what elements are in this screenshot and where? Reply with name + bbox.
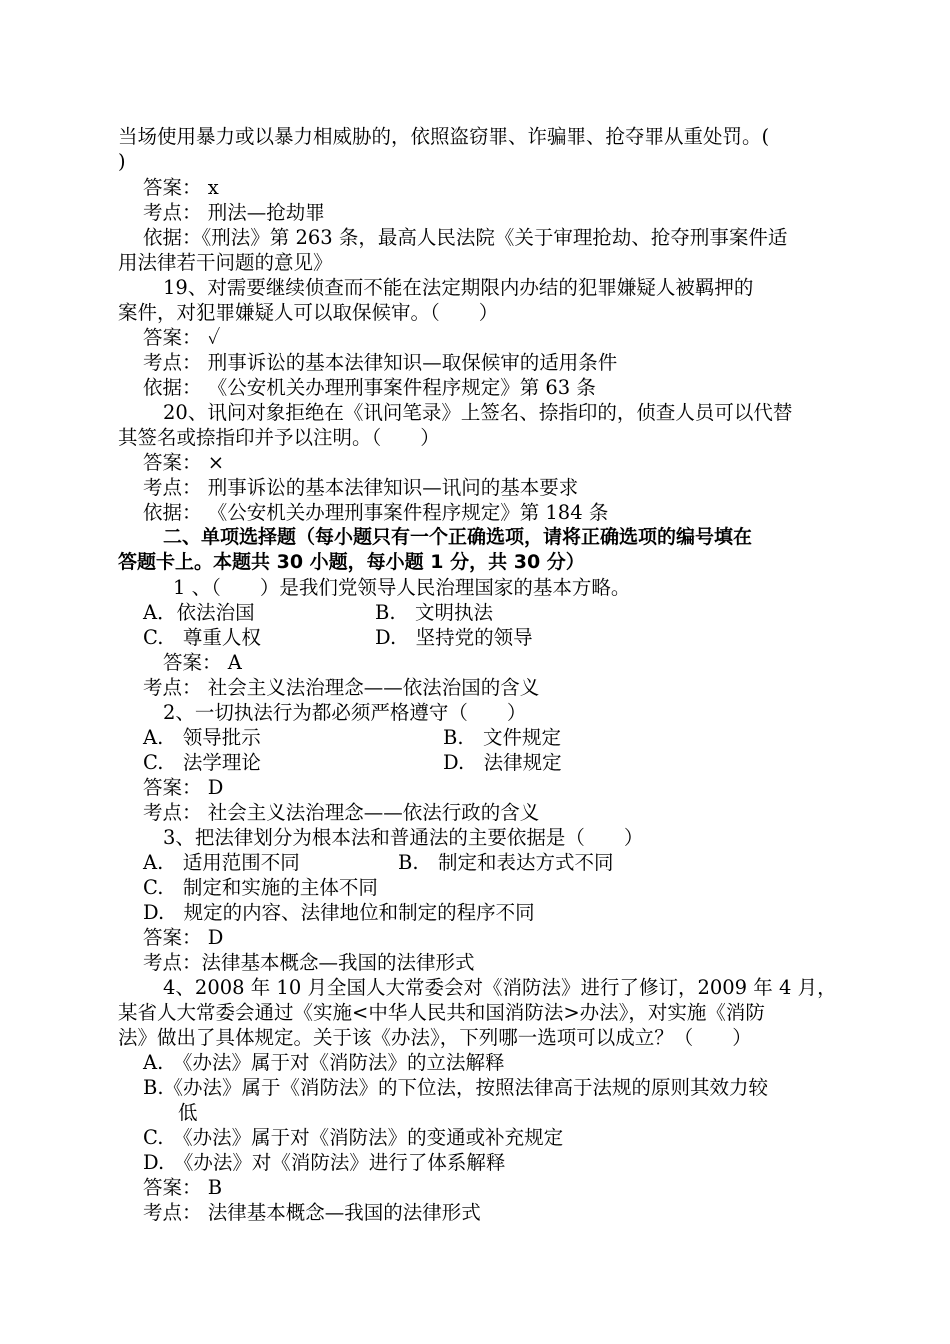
option-b-cont: 低 (178, 1101, 198, 1124)
text-line: 案件，对犯罪嫌疑人可以取保候审。（ ） (118, 301, 499, 324)
text-line: 其签名或捺指印并予以注明。（ ） (118, 426, 440, 449)
answer-line: 答案： B (143, 1176, 223, 1199)
section-heading: 二、单项选择题（每小题只有一个正确选项，请将正确选项的编号填在 (163, 526, 753, 548)
option-b: B.《办法》属于《消防法》的下位法，按照法律高于法规的原则其效力较 (143, 1076, 769, 1099)
answer-line: 答案： A (163, 651, 242, 674)
option-c: C. 制定和实施的主体不同 (143, 876, 378, 899)
option-d: D. 规定的内容、法律地位和制定的程序不同 (143, 901, 535, 924)
text-line: 当场使用暴力或以暴力相威胁的，依照盗窃罪、诈骗罪、抢夺罪从重处罚。( (118, 125, 770, 148)
question-line: 2、一切执法行为都必须严格遵守（ ） (163, 701, 527, 724)
section-heading-cont: 答题卡上。本题共 30 小题，每小题 1 分，共 30 分） (118, 551, 585, 573)
topic-line: 考点： 刑事诉讼的基本法律知识—取保候审的适用条件 (143, 351, 618, 374)
text-line: 法》做出了具体规定。关于该《办法》，下列哪一选项可以成立？（ ） (118, 1026, 752, 1049)
topic-line: 考点： 刑事诉讼的基本法律知识—讯问的基本要求 (143, 476, 579, 499)
option-b: B. 制定和表达方式不同 (398, 851, 614, 874)
option-c: C. 尊重人权 (143, 626, 261, 649)
topic-line: 考点： 法律基本概念—我国的法律形式 (143, 1201, 481, 1224)
topic-line: 考点： 社会主义法治理念——依法治国的含义 (143, 676, 540, 699)
basis-line: 依据： 《公安机关办理刑事案件程序规定》第 63 条 (143, 376, 596, 399)
topic-line: 考点： 社会主义法治理念——依法行政的含义 (143, 801, 540, 824)
text-line: 某省人大常委会通过《实施<中华人民共和国消防法>办法》，对实施《消防 (118, 1001, 765, 1024)
text-line: ) (118, 150, 126, 173)
answer-line: 答案： D (143, 776, 224, 799)
option-c: C. 《办法》属于对《消防法》的变通或补充规定 (143, 1126, 564, 1149)
question-line: 19、对需要继续侦查而不能在法定期限内办结的犯罪嫌疑人被羁押的 (163, 276, 754, 299)
option-b: B. 文件规定 (443, 726, 562, 749)
basis-line: 依据：《刑法》第 263 条，最高人民法院《关于审理抢劫、抢夺刑事案件适 (143, 226, 788, 249)
option-b: B. 文明执法 (375, 601, 494, 624)
option-a: A. 领导批示 (143, 726, 261, 749)
option-a: A．依法治国 (143, 601, 255, 624)
question-line: 4、2008 年 10 月全国人大常委会对《消防法》进行了修订，2009 年 4 月， (163, 976, 837, 999)
question-line: 3、把法律划分为根本法和普通法的主要依据是（ ） (163, 826, 644, 849)
option-d: D. 《办法》对《消防法》进行了体系解释 (143, 1151, 506, 1174)
option-a: A. 适用范围不同 (143, 851, 300, 874)
answer-line: 答案： D (143, 926, 224, 949)
basis-line: 依据： 《公安机关办理刑事案件程序规定》第 184 条 (143, 501, 609, 524)
answer-line: 答案： x (143, 176, 219, 199)
topic-line: 考点：法律基本概念—我国的法律形式 (143, 951, 475, 974)
text-line: 用法律若干问题的意见》 (118, 251, 333, 274)
topic-line: 考点： 刑法—抢劫罪 (143, 201, 325, 224)
option-a: A. 《办法》属于对《消防法》的立法解释 (143, 1051, 505, 1074)
answer-line: 答案： ✓ (143, 326, 221, 349)
option-c: C. 法学理论 (143, 751, 261, 774)
option-d: D. 法律规定 (443, 751, 562, 774)
answer-line: 答案： × (143, 451, 225, 474)
option-d: D. 坚持党的领导 (375, 626, 533, 649)
question-line: 20、讯问对象拒绝在《讯问笔录》上签名、捺指印的，侦查人员可以代替 (163, 401, 793, 424)
question-line: 1 、（ ）是我们党领导人民治理国家的基本方略。 (173, 576, 631, 599)
